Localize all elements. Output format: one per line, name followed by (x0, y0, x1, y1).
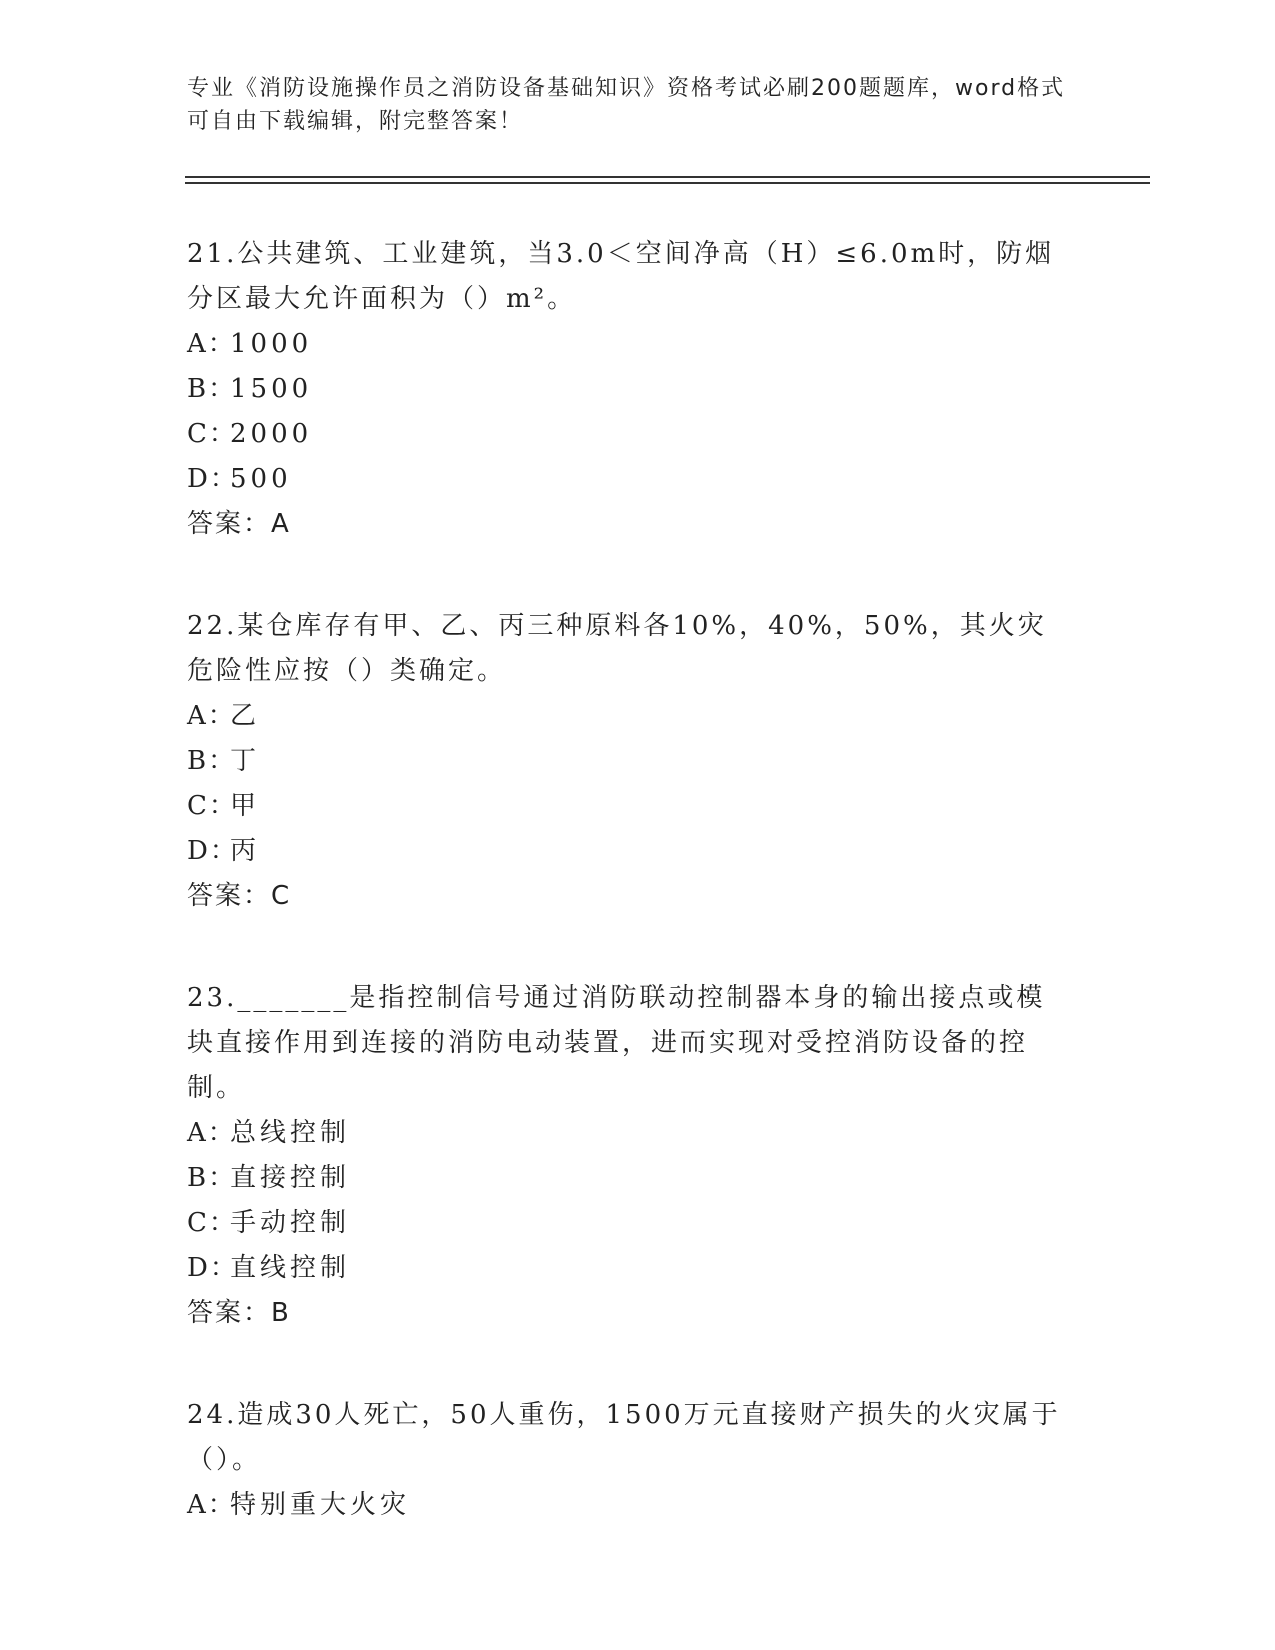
question-21 (187, 232, 1067, 547)
option-d (187, 457, 1067, 502)
option-c (187, 784, 1067, 829)
option-c (187, 1201, 1067, 1246)
answer-label: 答案：B (187, 1298, 291, 1328)
option-key: C： (187, 419, 237, 449)
option-a (187, 1111, 1067, 1156)
option-a (187, 322, 1067, 367)
question-23 (187, 976, 1067, 1336)
option-text: 500 (230, 464, 292, 494)
option-key: D： (187, 1253, 238, 1283)
question-text: 23._______是指控制信号通过消防联动控制器本身的输出接点或模块直接作用到连接的消防电动装置，进而实现对受控消防设备的控制。 (187, 983, 1046, 1103)
option-text: 丁 (230, 746, 261, 776)
question-text: 24.造成30人死亡，50人重伤，1500万元直接财产损失的火灾属于（）。 (187, 1400, 1061, 1475)
option-key: B： (187, 1163, 237, 1193)
option-b (187, 739, 1067, 784)
option-d (187, 1246, 1067, 1291)
option-key: C： (187, 1208, 237, 1238)
option-key: A： (187, 329, 236, 359)
option-text: 直接控制 (230, 1163, 351, 1193)
option-text: 手动控制 (230, 1208, 351, 1238)
option-text: 丙 (230, 836, 261, 866)
option-key: A： (187, 1118, 236, 1148)
question-text: 22.某仓库存有甲、乙、丙三种原料各10%，40%，50%，其火灾危险性应按（）类确定。 (187, 611, 1047, 686)
option-text: 1000 (230, 329, 313, 359)
option-key: D： (187, 836, 238, 866)
document-header: 专业《消防设施操作员之消防设备基础知识》资格考试必刷200题题库，word格式可自由下载编辑，附完整答案！ (187, 76, 1066, 134)
option-text: 总线控制 (230, 1118, 351, 1148)
option-text: 直线控制 (230, 1253, 351, 1283)
option-key: B： (187, 746, 237, 776)
option-text: 特别重大火灾 (230, 1490, 411, 1520)
option-c (187, 412, 1067, 457)
question-24 (187, 1393, 1067, 1528)
option-key: A： (187, 701, 236, 731)
option-d (187, 829, 1067, 874)
answer-label: 答案：C (187, 881, 292, 911)
option-text: 2000 (230, 419, 313, 449)
answer-label: 答案：A (187, 509, 291, 539)
option-text: 1500 (230, 374, 313, 404)
option-a (187, 1483, 1067, 1528)
option-key: B： (187, 374, 237, 404)
header-divider-bottom (185, 182, 1150, 184)
option-key: C： (187, 791, 237, 821)
header-divider-top (185, 176, 1150, 178)
option-text: 甲 (230, 791, 261, 821)
option-b (187, 367, 1067, 412)
option-a (187, 694, 1067, 739)
question-text: 21.公共建筑、工业建筑，当3.0＜空间净高（H）≤6.0m时，防烟分区最大允许面积为（）m²。 (187, 239, 1055, 314)
question-22 (187, 604, 1067, 919)
option-text: 乙 (230, 701, 261, 731)
option-key: A： (187, 1490, 236, 1520)
question-list (187, 232, 1067, 1585)
option-key: D： (187, 464, 238, 494)
option-b (187, 1156, 1067, 1201)
